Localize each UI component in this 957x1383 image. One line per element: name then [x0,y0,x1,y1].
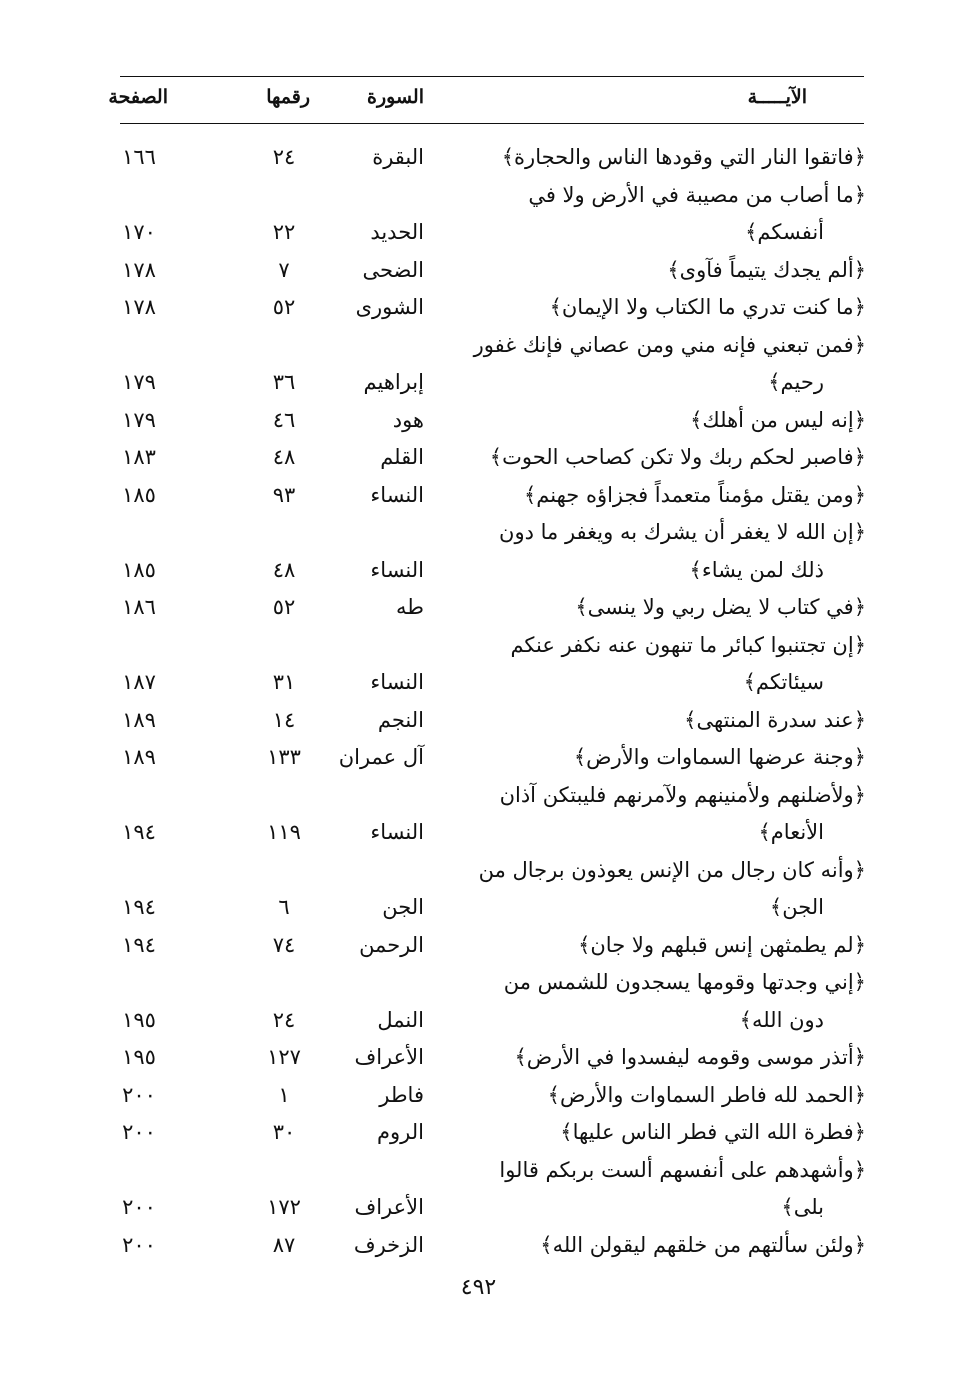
surah-cell: الشورى [355,295,424,319]
verse-cell [471,439,866,477]
number-cell: ٢٤ [272,1007,296,1032]
page-cell: ١٨٩ [122,707,156,732]
surah-cell: الرحمن [359,932,424,957]
verse-cell [471,1227,866,1265]
surah-cell: هود [392,407,424,432]
page-cell: ١٩٥ [122,1045,156,1069]
page-cell: ٢٠٠ [122,1082,156,1107]
verse-line: ﴿وجنة عرضها السماوات والأرض﴾ [573,745,866,769]
top-rule [120,76,864,77]
verse-line: ﴿لم يطمثهن إنس قبلهم ولا جان﴾ [578,932,866,957]
verse-cell [471,402,866,440]
verse-line: ﴿فاتقوا النار التي وقودها الناس والحجارة﴾ [501,145,866,169]
surah-cell: الأعراف [354,1045,424,1069]
number-cell: ٧٤ [272,932,296,957]
verse-line: ﴿ولأضلنهم ولأمنينهم ولآمرنهم فليبتكن آذان [499,782,866,807]
surah-cell: آل عمران [338,745,424,769]
verse-line: ﴿فطرة الله التي فطر الناس عليها﴾ [560,1120,866,1144]
verse-line: ﴿ألم يجدك يتيماً فآوى﴾ [667,257,866,282]
verse-line: أنفسكم﴾ [745,220,824,244]
table-row [0,1227,957,1265]
surah-cell: الضحى [362,257,424,282]
number-cell: ٣٦ [272,370,296,394]
verse-line: بلى﴾ [781,1195,824,1219]
number-cell: ١١٩ [267,820,301,844]
table-row [0,589,957,627]
page-cell: ٢٠٠ [122,1120,156,1144]
verse-line: ذلك لمن يشاء﴾ [689,557,824,582]
verse-line: ﴿وأشهدهم على أنفسهم ألست بربكم قالوا [499,1157,866,1182]
page-cell: ١٧٨ [122,257,156,282]
verse-line: ﴿ما كنت تدري ما الكتاب ولا الإيمان﴾ [549,295,866,319]
number-cell: ٤٨ [272,445,296,469]
number-cell: ٣١ [272,670,296,694]
header-verse: الآيـــــة [747,86,807,108]
surah-cell: النمل [377,1007,424,1032]
header-rule [120,123,864,124]
table-row [0,702,957,740]
number-cell: ١٧٢ [267,1195,301,1219]
verse-line: ﴿فاصبر لحكم ربك ولا تكن كصاحب الحوت﴾ [489,445,866,469]
table-row [0,777,957,852]
page-cell: ١٩٤ [122,932,156,957]
verse-line: ﴿فمن تبعني فإنه مني ومن عصاني فإنك غفور [473,332,866,357]
page-number: ٤٩٢ [460,1275,497,1300]
table-row [0,852,957,927]
verse-line: ﴿إن تجتنبوا كبائر ما تنهون عنه نكفر عنكم [510,632,866,657]
header-page: الصفحة [108,86,168,108]
surah-cell: النساء [370,670,424,694]
page-cell: ١٧٨ [122,295,156,319]
number-cell: ٣٠ [272,1120,296,1144]
table-row [0,964,957,1039]
verse-line: ﴿ما أصاب من مصيبة في الأرض ولا في [528,182,866,207]
number-cell: ٤٦ [272,407,296,432]
verse-line: الأنعام﴾ [758,820,824,844]
number-cell: ٤٨ [272,557,296,582]
table-row [0,927,957,965]
page-cell: ٢٠٠ [122,1195,156,1219]
number-cell: ١٢٧ [267,1045,301,1069]
verse-line: ﴿إني وجدتها وقومها يسجدون للشمس من [503,970,866,994]
page-cell: ٢٠٠ [122,1232,156,1257]
page-cell: ١٨٥ [122,482,156,507]
surah-cell: النساء [370,820,424,844]
verse-line: ﴿في كتاب لا يضل ربي ولا ينسى﴾ [575,595,866,619]
surah-cell: الأعراف [354,1195,424,1219]
verse-line: دون الله﴾ [739,1007,824,1032]
number-cell: ٥٢ [272,595,296,619]
surah-cell: الحديد [370,220,424,244]
verse-cell [471,852,866,927]
verse-line: ﴿إنه ليس من أهلك﴾ [690,407,866,432]
verse-cell [471,477,866,515]
table-row [0,177,957,252]
number-cell: ٨٧ [272,1232,296,1257]
verse-cell [471,327,866,402]
table-row [0,289,957,327]
surah-cell: فاطر [379,1082,424,1107]
number-cell: ١٣٣ [267,745,301,769]
page-cell: ١٩٤ [122,895,156,919]
verse-cell [471,252,866,290]
verse-cell [471,1039,866,1077]
verse-cell [471,702,866,740]
verse-cell [471,139,866,177]
table-row [0,327,957,402]
page-cell: ١٨٥ [122,557,156,582]
number-cell: ٧ [278,257,290,282]
page-cell: ١٨٩ [122,745,156,769]
verse-line: الجن﴾ [769,895,824,919]
surah-cell: القلم [380,445,424,469]
page-cell: ١٧٩ [122,407,156,432]
table-row [0,1077,957,1115]
verse-cell [471,289,866,327]
surah-cell: إبراهيم [363,370,424,394]
verse-cell [471,177,866,252]
table-row [0,514,957,589]
verse-cell [471,777,866,852]
page-cell: ١٦٦ [122,145,156,169]
table-row [0,252,957,290]
number-cell: ٥٢ [272,295,296,319]
table-row [0,139,957,177]
surah-cell: الروم [377,1120,424,1144]
table-row [0,477,957,515]
verse-cell [471,514,866,589]
surah-cell: النساء [370,482,424,507]
verse-cell [471,1077,866,1115]
table-row [0,1039,957,1077]
verse-cell [471,589,866,627]
table-row [0,739,957,777]
verse-cell [471,1114,866,1152]
verse-cell [471,739,866,777]
page-cell: ١٧٠ [122,220,156,244]
page-cell: ١٩٤ [122,820,156,844]
verse-line: ﴿إن الله لا يغفر أن يشرك به ويغفر ما دون [499,520,866,544]
table-row [0,627,957,702]
verse-line: رحيم﴾ [768,370,824,394]
table-row [0,402,957,440]
page-cell: ١٨٣ [122,445,156,469]
verse-cell [471,927,866,965]
verse-cell [471,627,866,702]
header-number: رقمها [266,86,310,108]
verse-line: ﴿ولئن سألتهم من خلقهم ليقولن الله﴾ [540,1232,866,1257]
page-cell: ١٧٩ [122,370,156,394]
verse-line: ﴿وأنه كان رجال من الإنس يعوذون برجال من [478,857,866,882]
verse-line: سيئاتكم﴾ [743,670,824,694]
surah-cell: النساء [370,557,424,582]
verse-cell [471,964,866,1039]
page-cell: ١٩٥ [122,1007,156,1032]
number-cell: ٩٣ [272,482,296,507]
page-cell: ١٨٦ [122,595,156,619]
number-cell: ٦ [278,895,290,919]
surah-cell: طه [396,595,424,619]
verse-cell [471,1152,866,1227]
verse-line: ﴿الحمد لله فاطر السماوات والأرض﴾ [547,1082,866,1107]
table-row [0,439,957,477]
table-row [0,1114,957,1152]
number-cell: ١٤ [272,707,296,732]
surah-cell: الزخرف [353,1232,424,1257]
table-row [0,1152,957,1227]
number-cell: ١ [278,1082,290,1107]
number-cell: ٢٢ [272,220,296,244]
surah-cell: الجن [382,895,424,919]
surah-cell: النجم [377,707,424,732]
verse-line: ﴿أتذر موسى وقومه ليفسدوا في الأرض﴾ [514,1045,866,1069]
header-surah: السورة [367,86,424,108]
verse-line: ﴿ومن يقتل مؤمناً متعمداً فجزاؤه جهنم﴾ [524,482,866,507]
verse-line: ﴿عند سدرة المنتهى﴾ [684,707,866,732]
number-cell: ٢٤ [272,145,296,169]
page-cell: ١٨٧ [122,670,156,694]
surah-cell: البقرة [372,145,424,169]
